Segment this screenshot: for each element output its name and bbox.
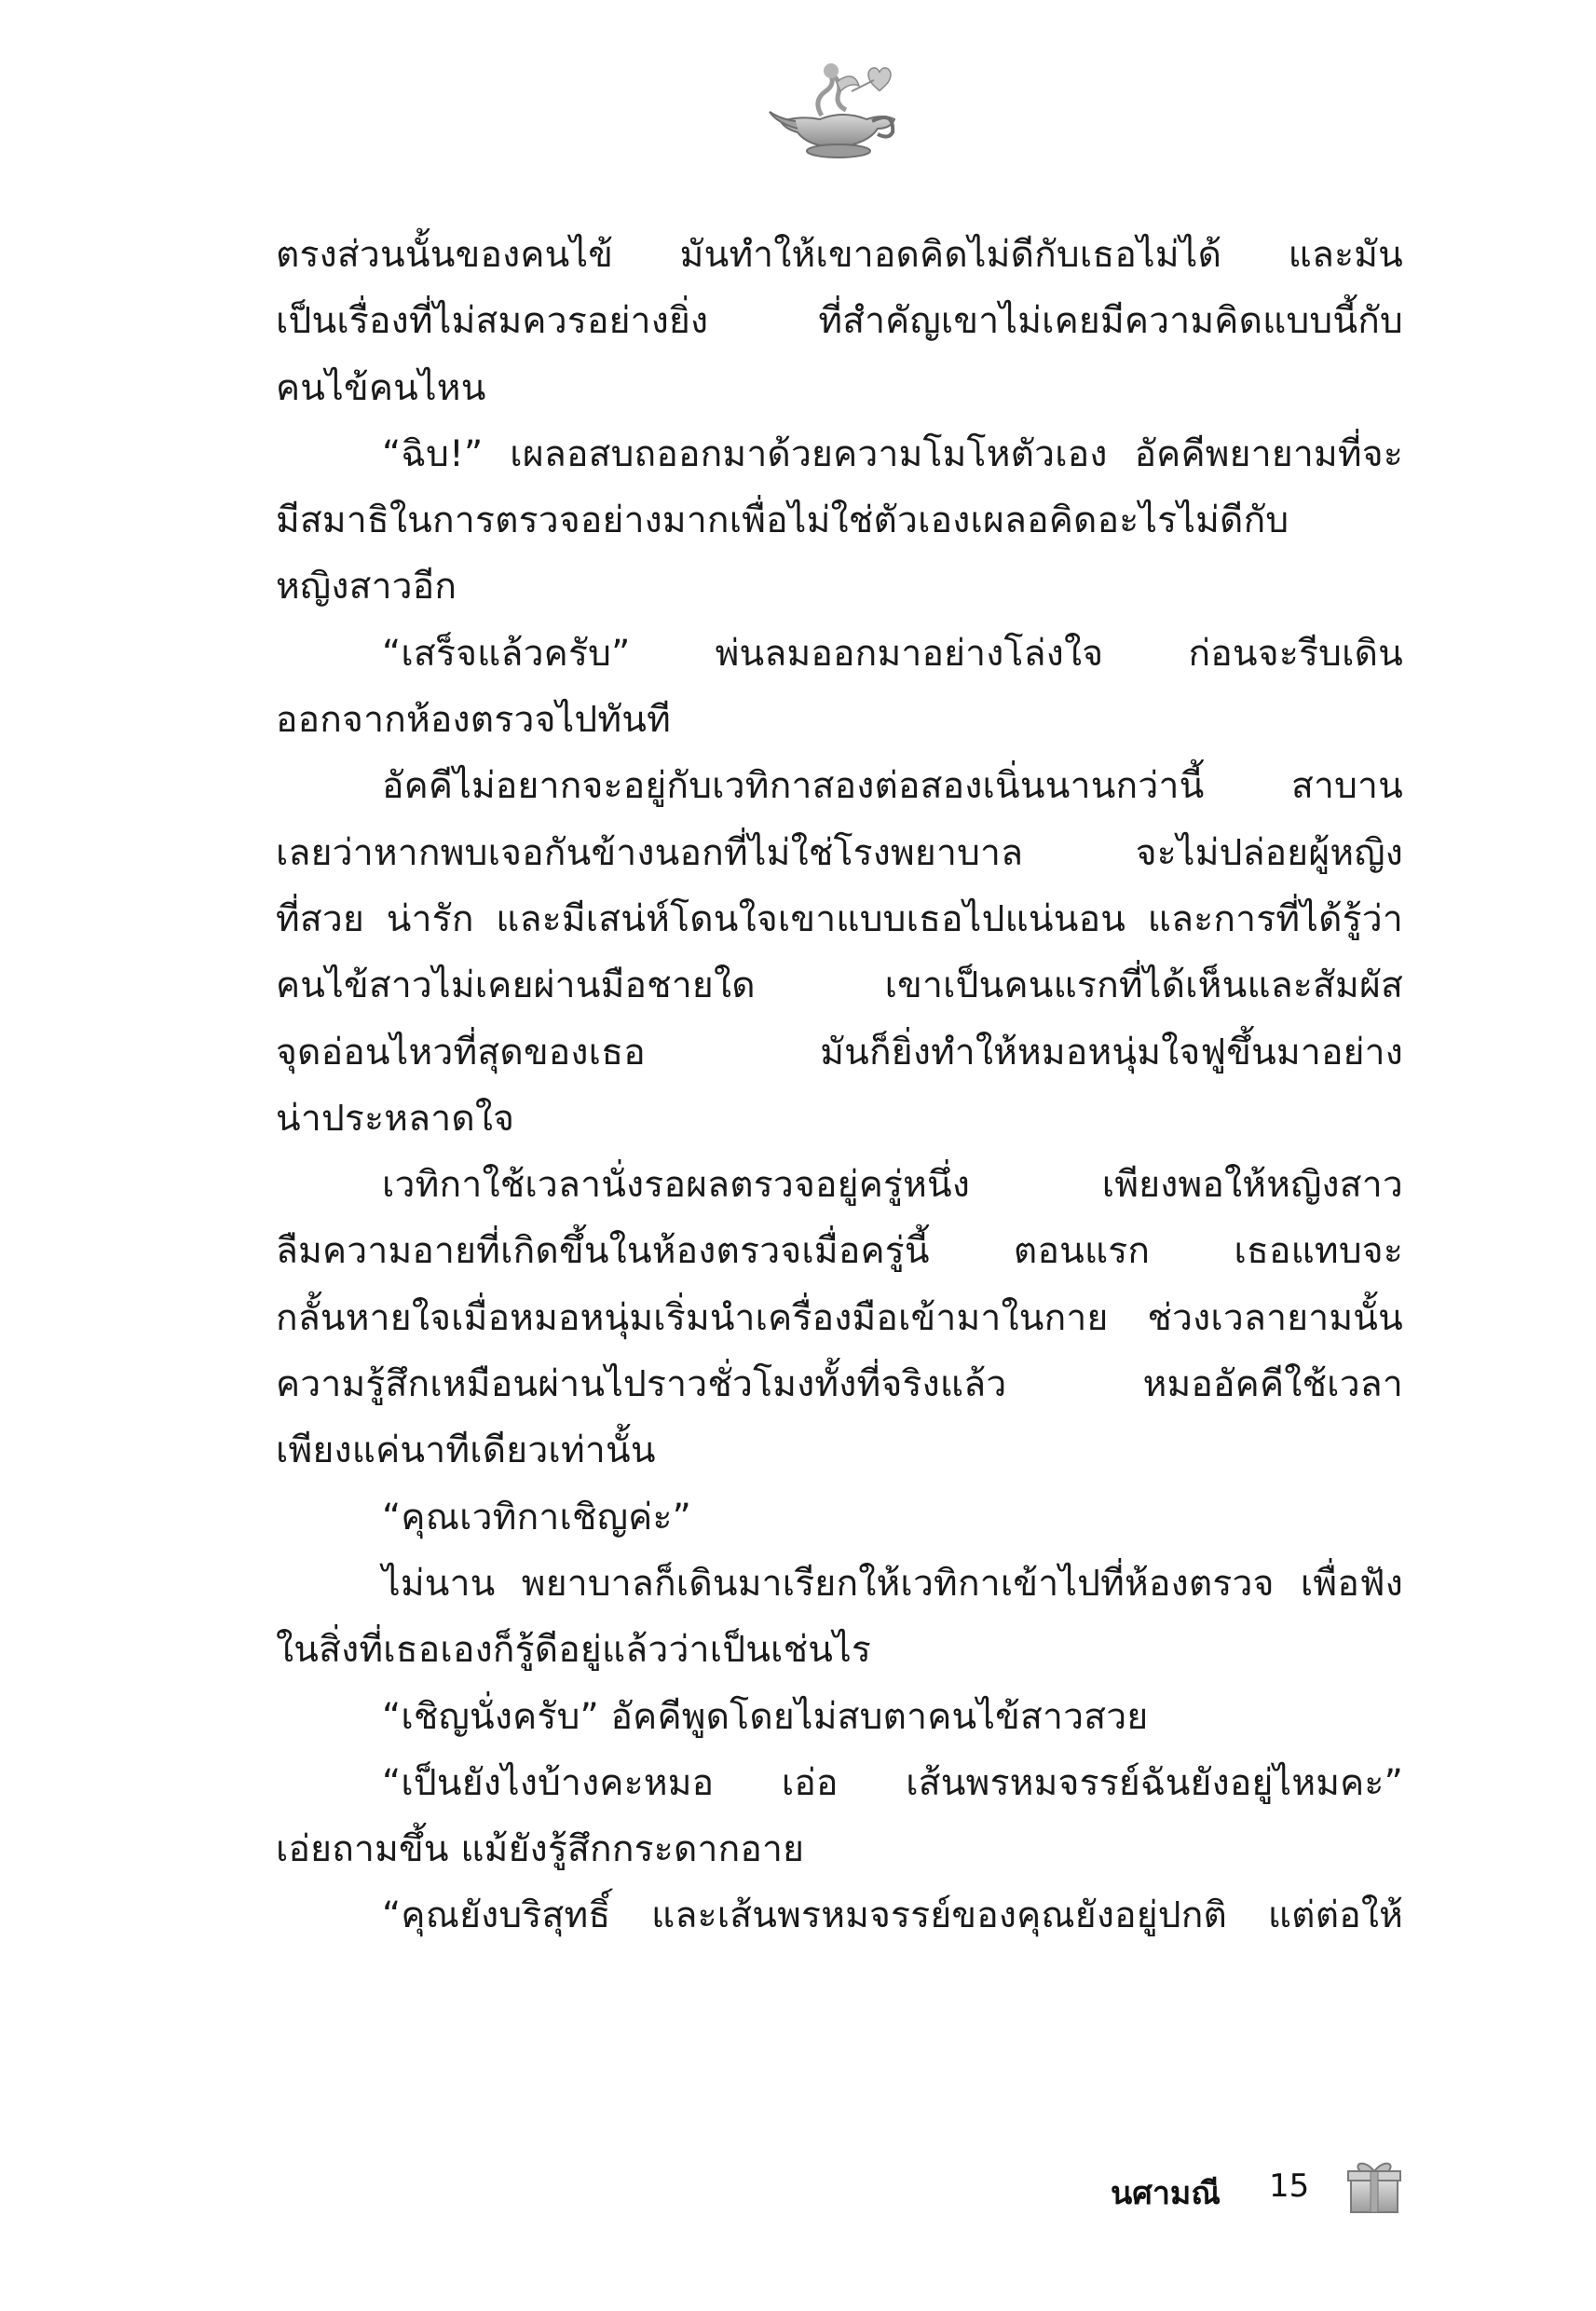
genie-lamp-ornament-icon: [764, 54, 904, 161]
text-line: มีสมาธิในการตรวจอย่างมากเพื่อไม่ใช่ตัวเองเผลอคิดอะไรไม่ดีกับ: [276, 499, 1289, 542]
page-number: 15: [1269, 2167, 1310, 2205]
text-line: น่าประหลาดใจ: [276, 1097, 515, 1140]
text-line: เอ่ยถามขึ้น แม้ยังรู้สึกกระดากอาย: [276, 1828, 805, 1871]
story-text: [276, 222, 1403, 1949]
text-line: “คุณเวทิกาเชิญค่ะ”: [382, 1496, 691, 1538]
text-line: คนไข้สาวไม่เคยผ่านมือชายใด เขาเป็นคนแรกที่ได้เห็นและสัมผัส: [276, 964, 1403, 1007]
text-line: เวทิกาใช้เวลานั่งรอผลตรวจอยู่ครู่หนึ่ง เพียงพอให้หญิงสาว: [382, 1164, 1403, 1207]
text-line: “เป็นยังไงบ้างคะหมอ เอ่อ เส้นพรหมจรรย์ฉันยังอยู่ไหมคะ”: [382, 1761, 1403, 1804]
text-line: เลยว่าหากพบเจอกันข้างนอกที่ไม่ใช่โรงพยาบาล จะไม่ปล่อยผู้หญิง: [276, 831, 1403, 874]
text-line: “คุณยังบริสุทธิ์ และเส้นพรหมจรรย์ของคุณยังอยู่ปกติ แต่ต่อให้: [382, 1894, 1403, 1937]
text-line: หญิงสาวอีก: [276, 566, 457, 609]
text-line: “เสร็จแล้วครับ” พ่นลมออกมาอย่างโล่งใจ ก่อนจะรีบเดิน: [382, 632, 1403, 675]
text-line: จุดอ่อนไหวที่สุดของเธอ มันก็ยิ่งทำให้หมอหนุ่มใจฟูขึ้นมาอย่าง: [276, 1031, 1403, 1073]
text-line: อัคคีไม่อยากจะอยู่กับเวทิกาสองต่อสองเนิ่นนานกว่านี้ สาบาน: [382, 765, 1403, 808]
text-line: ความรู้สึกเหมือนผ่านไปราวชั่วโมงทั้งที่จริงแล้ว หมออัคคีใช้เวลา: [276, 1363, 1403, 1406]
page-footer: [1099, 2154, 1416, 2220]
gift-box-icon: [1344, 2154, 1405, 2216]
text-line: เพียงแค่นาทีเดียวเท่านั้น: [276, 1429, 656, 1472]
text-line: เป็นเรื่องที่ไม่สมควรอย่างยิ่ง ที่สำคัญเขาไม่เคยมีความคิดแบบนี้กับ: [276, 300, 1403, 343]
text-line: ที่สวย น่ารัก และมีเสน่ห์โดนใจเขาแบบเธอไปแน่นอน และการที่ได้รู้ว่า: [276, 897, 1403, 940]
text-line: ในสิ่งที่เธอเองก็รู้ดีอยู่แล้วว่าเป็นเช่นไร: [276, 1629, 872, 1672]
text-line: ลืมความอายที่เกิดขึ้นในห้องตรวจเมื่อครู่นี้ ตอนแรก เธอแทบจะ: [276, 1230, 1403, 1273]
text-line: “ฉิบ!” เผลอสบถออกมาด้วยความโมโหตัวเอง อัคคีพยายามที่จะ: [382, 432, 1403, 475]
text-line: ออกจากห้องตรวจไปทันที: [276, 699, 672, 742]
text-line: ตรงส่วนนั้นของคนไข้ มันทำให้เขาอดคิดไม่ดีกับเธอไม่ได้ และมัน: [276, 234, 1403, 276]
text-line: กลั้นหายใจเมื่อหมอหนุ่มเริ่มนำเครื่องมือเข้ามาในกาย ช่วงเวลายามนั้น: [276, 1296, 1403, 1339]
author-name: นศามณี: [1111, 2175, 1221, 2212]
text-line: ไม่นาน พยาบาลก็เดินมาเรียกให้เวทิกาเข้าไปที่ห้องตรวจ เพื่อฟัง: [382, 1562, 1403, 1605]
text-line: “เชิญนั่งครับ” อัคคีพูดโดยไม่สบตาคนไข้สาวสวย: [382, 1695, 1149, 1738]
text-line: คนไข้คนไหน: [276, 366, 486, 409]
